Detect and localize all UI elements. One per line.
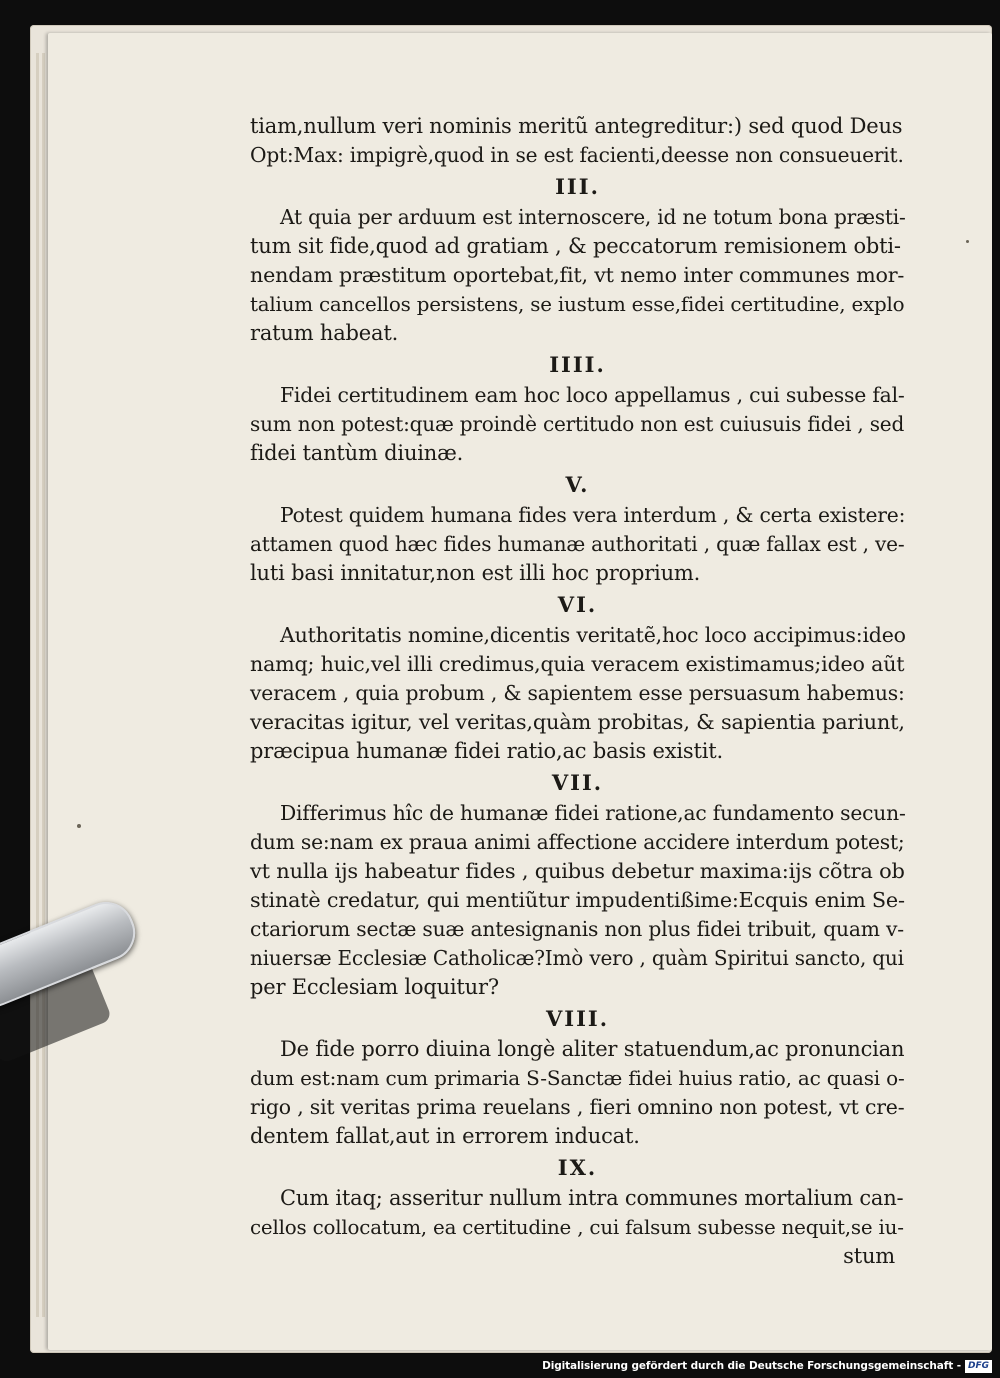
text-line: talium cancellos persistens, se iustum esse,fidei certitudine, explo	[250, 293, 905, 316]
text-line: ratum habeat.	[250, 321, 399, 345]
section-numeral: VIII.	[545, 1006, 610, 1031]
text-line: attamen quod hæc fides humanæ authoritati , quæ fallax est , ve-	[250, 532, 905, 556]
text-line: sum non potest:quæ proindè certitudo non est cuiusuis fidei , sed	[250, 412, 905, 436]
catchword: stum	[843, 1244, 895, 1268]
page-text	[250, 112, 905, 1271]
text-line: veracem , quia probum , & sapientem esse persuasum habemus:	[250, 681, 905, 705]
text-line: fidei tantùm diuinæ.	[250, 441, 464, 465]
section-numeral: III.	[555, 174, 600, 199]
text-line: vt nulla ijs habeatur fides , quibus debetur maxima:ijs cõtra ob	[250, 859, 905, 883]
text-line: stinatè credatur, qui mentiũtur impudentißime:Ecquis enim Se-	[250, 888, 905, 912]
dfg-logo: DFG	[965, 1360, 992, 1373]
text-line: niuersæ Ecclesiæ Catholicæ?Imò vero , quàm Spiritui sancto, qui	[250, 946, 904, 970]
paper-speck	[966, 240, 969, 243]
text-line: dentem fallat,aut in errorem inducat.	[250, 1124, 640, 1148]
text-line: namq; huic,vel illi credimus,quia veracem existimamus;ideo aũt	[250, 652, 905, 676]
section-numeral: IIII.	[549, 352, 606, 377]
text-line: per Ecclesiam loquitur?	[250, 975, 499, 999]
text-line: rigo , sit veritas prima reuelans , fieri omnino non potest, vt cre-	[250, 1095, 905, 1119]
paragraph-first-line: De fide porro diuina longè aliter statuendum,ac pronuncian	[280, 1037, 905, 1061]
page-edge	[42, 53, 45, 1317]
text-line: Opt:Max: impigrè,quod in se est facienti,deesse non consueuerit.	[250, 143, 904, 167]
text-line: tum sit fide,quod ad gratiam , & peccatorum remisionem obti-	[250, 234, 901, 258]
footer-credit: Digitalisierung gefördert durch die Deutsche Forschungsgemeinschaft -	[542, 1360, 961, 1372]
text-line: dum se:nam ex praua animi affectione accidere interdum potest;	[250, 830, 905, 854]
paragraph-first-line: Fidei certitudinem eam hoc loco appellamus , cui subesse fal-	[280, 383, 905, 407]
digitization-footer	[542, 1358, 992, 1374]
paragraph-first-line: Cum itaq; asseritur nullum intra communes mortalium can-	[280, 1186, 904, 1210]
section-numeral: VI.	[557, 592, 598, 617]
paper-speck	[77, 824, 81, 828]
text-line: dum est:nam cum primaria S-Sanctæ fidei huius ratio, ac quasi o-	[250, 1066, 905, 1090]
text-line: cellos collocatum, ea certitudine , cui falsum subesse nequit,se iu-	[250, 1216, 904, 1239]
paragraph-first-line: Authoritatis nomine,dicentis veritatẽ,hoc loco accipimus:ideo	[280, 623, 906, 647]
text-line: tiam,nullum veri nominis meritũ antegreditur:) sed quod Deus	[250, 114, 903, 138]
text-line: præcipua humanæ fidei ratio,ac basis existit.	[250, 739, 723, 763]
page-edge	[36, 53, 39, 1317]
paragraph-first-line: At quia per arduum est internoscere, id ne totum bona præsti-	[280, 205, 906, 229]
text-line: nendam præstitum oportebat,fit, vt nemo inter communes mor-	[250, 263, 905, 287]
section-numeral: V.	[565, 472, 590, 497]
text-line: ctariorum sectæ suæ antesignanis non plus fidei tribuit, quam v-	[250, 917, 904, 941]
paragraph-first-line: Differimus hîc de humanæ fidei ratione,ac fundamento secun-	[280, 801, 906, 825]
paragraph-first-line: Potest quidem humana fides vera interdum , & certa existere:	[280, 503, 906, 527]
text-line: veracitas igitur, vel veritas,quàm probitas, & sapientia pariunt,	[250, 710, 905, 734]
section-numeral: VII.	[551, 770, 604, 795]
text-line: luti basi innitatur,non est illi hoc proprium.	[250, 561, 701, 585]
section-numeral: IX.	[557, 1155, 598, 1180]
